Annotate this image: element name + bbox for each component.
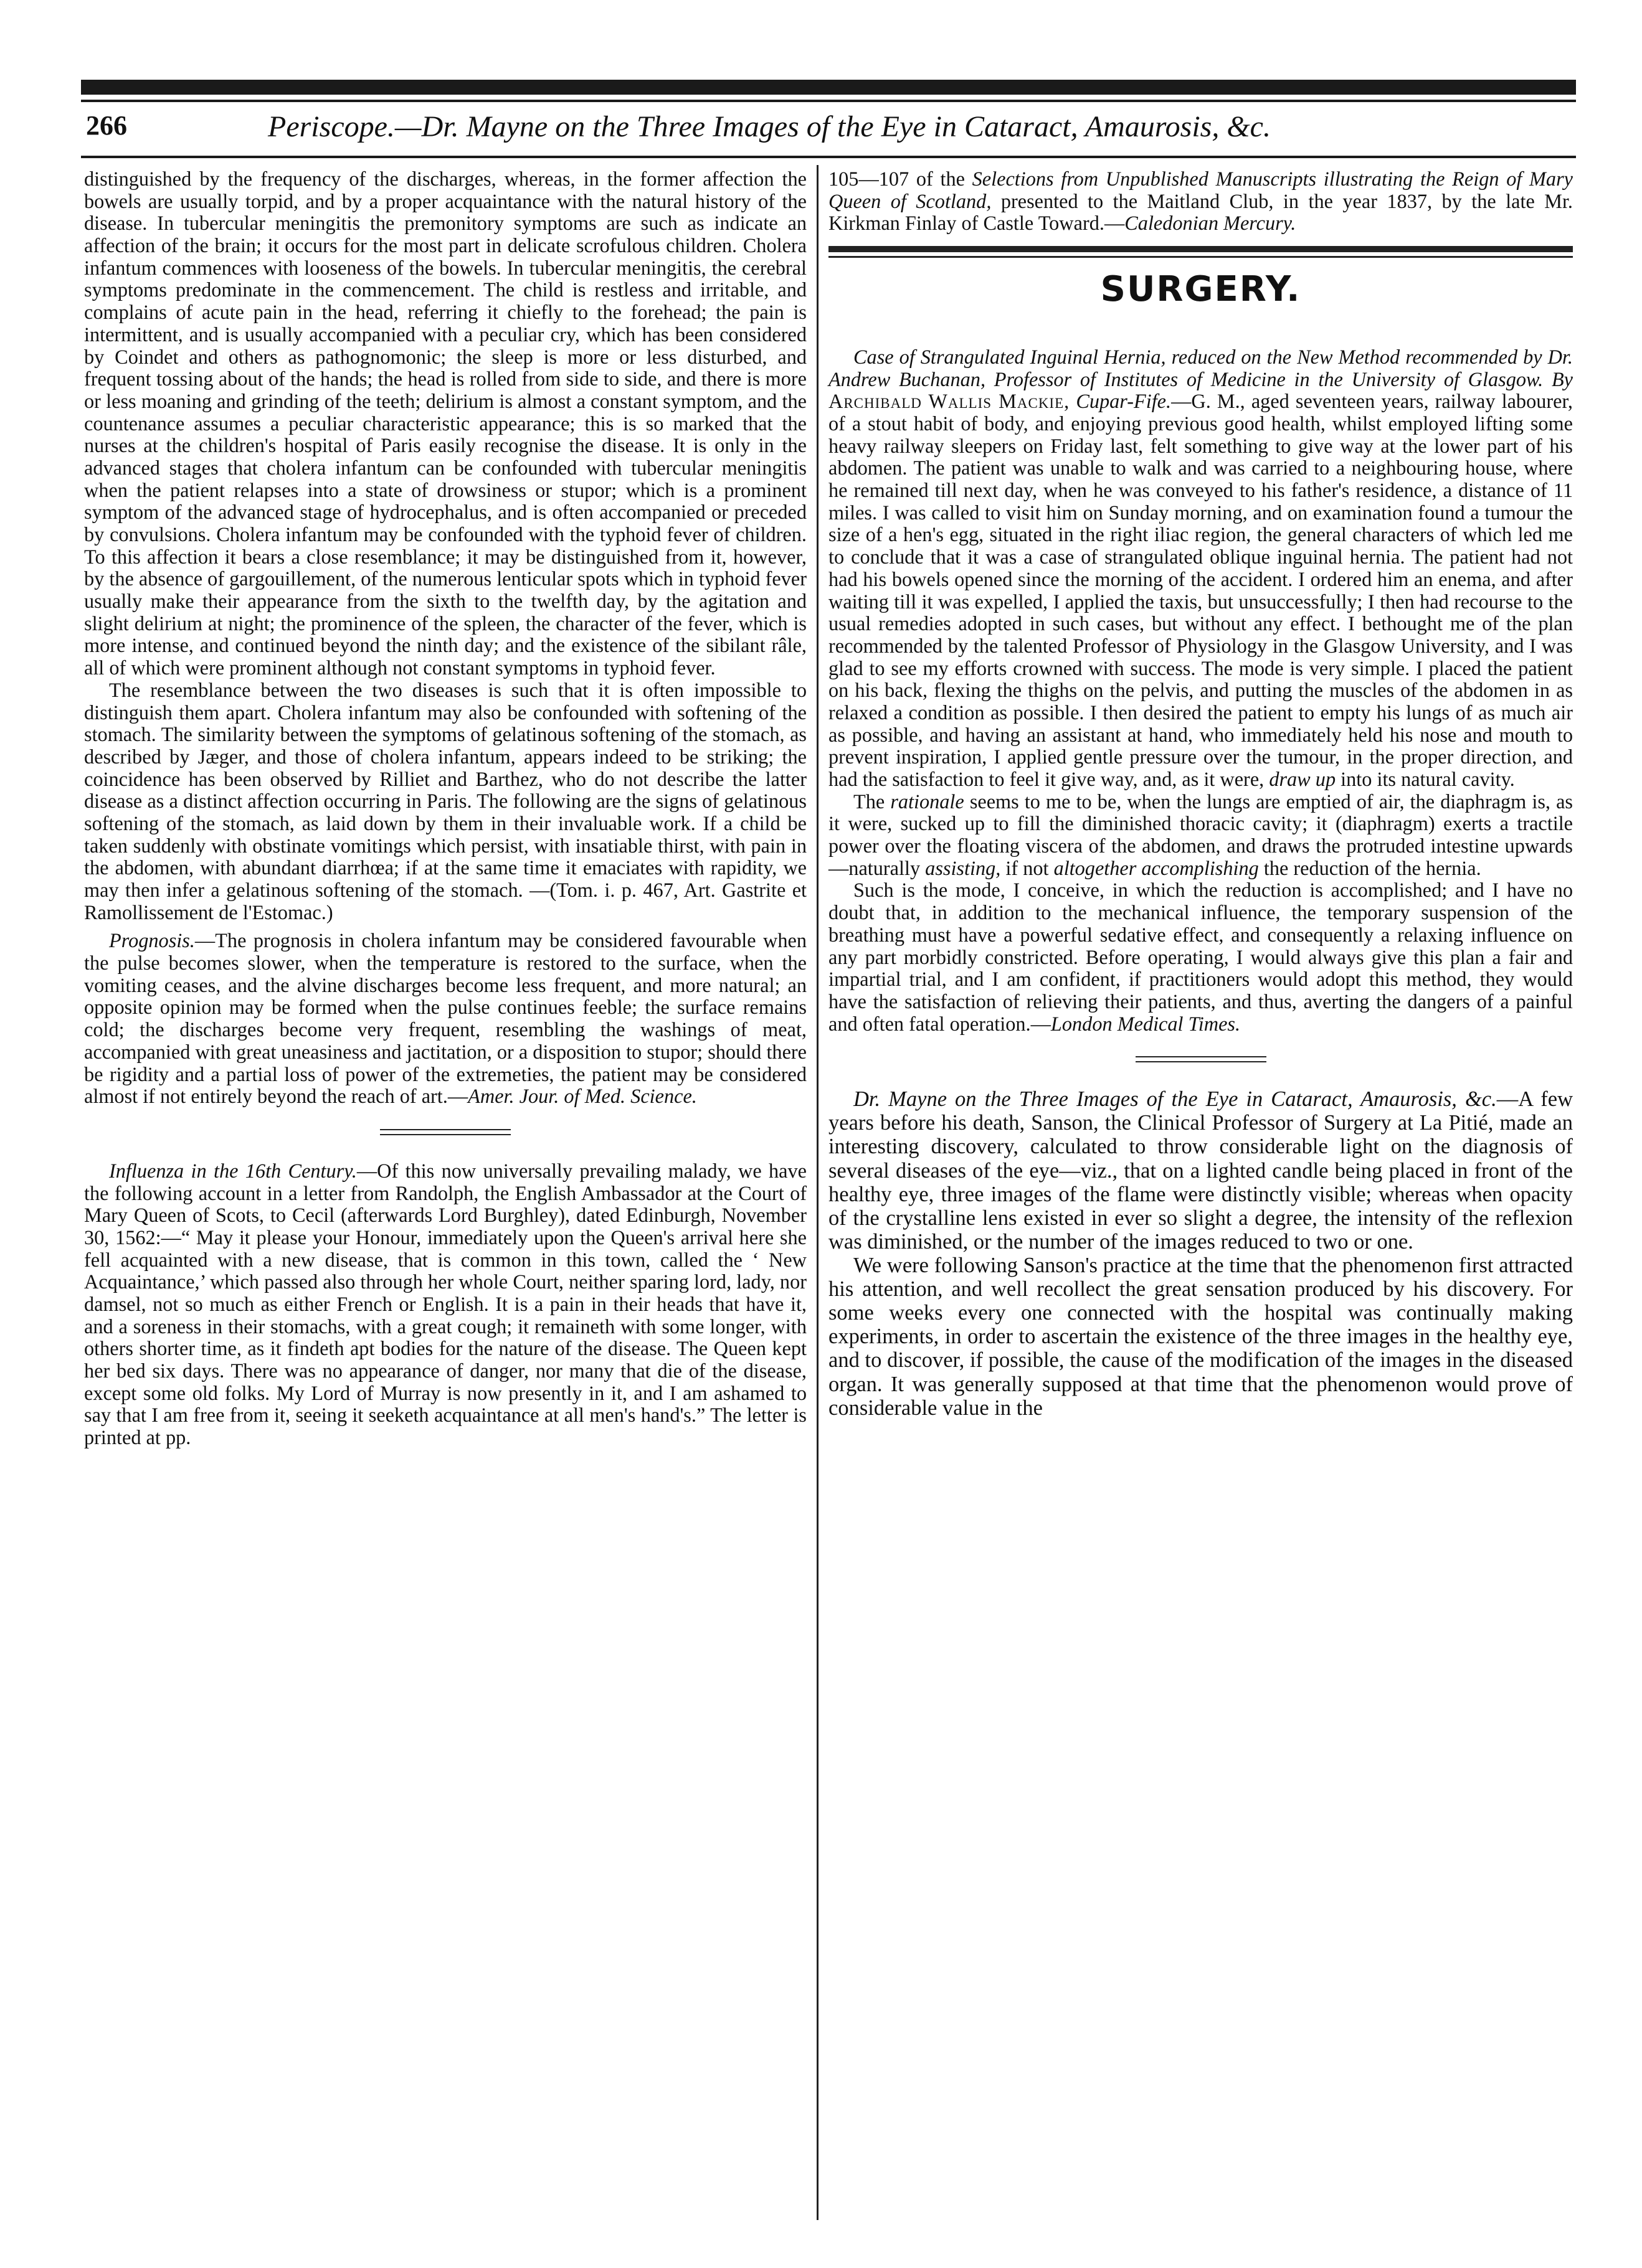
prognosis-source: Amer. Jour. of Med. Science. [468,1085,697,1108]
paragraph-rationale [828,791,1573,880]
section-separator-right [1136,1056,1266,1062]
page-header [81,110,1576,153]
top-double-rule-thick [81,80,1576,95]
case-body-end: into its natural cavity. [1336,768,1515,790]
thin-rule [828,256,1573,258]
mayne-body: —A few years before his death, Sanson, the Clinical Professor of Surgery at La Pitié, made an interesting discovery, calculated to throw considerable light on the diagnosis of several diseases of the eye—viz., that on a lighted candle being placed in front of the healthy eye, three images of the flame were distinctly visible; whereas when opacity of the crystalline lens existed in ever so slight a degree, the intensity of the reflexion was diminished, or the number of the images reduced to two or one. [828,1087,1573,1254]
header-rule [81,156,1576,158]
case-title: Case of Strangulated Inguinal Hernia, reduced on the New Method recommended by Dr. Andrew Buchanan, Professor of Institutes of Medicine in the University of Glasgow. [828,345,1573,390]
continuation-start: 105—107 of the [828,168,972,190]
section-title: SURGERY. [1100,269,1301,310]
heavy-rule [828,246,1573,252]
continuation-source: Caledonian Mercury. [1124,212,1296,235]
influenza-body: —Of this now universally prevailing malady, we have the following account in a letter from Randolph, the English Ambassador at the Court of Mary Queen of Scots, to Cecil (afterwards Lord Burghley), dated Edinburgh, November 30, 1562:—“ May it please your Honour, immediately upon the Queen's arrival here she fell acquainted with a new disease, that is common in this town, called the ‘ New Acquaintance,’ which passed also through her whole Court, neither sparing lord, lady, nor damsel, not so much as either French or English. It is a pain in their heads that have it, and a soreness in their stomachs, with a great cough; it remaineth with some longer, with others shorter time, as it findeth apt bodies for the nature of the disease. The Queen kept her bed six days. There was no appearance of danger, nor many that die of the disease, except some old folks. My Lord of Murray is now presently in it, and I am ashamed to say that I am free from it, seeing it seeketh acquaintance at all men's hand's.” The letter is printed at pp. [84,1159,807,1449]
running-head: Periscope.—Dr. Mayne on the Three Images of the Eye in Cataract, Amaurosis, &c. [268,110,1271,143]
paragraph-prognosis [84,930,807,1108]
paragraph-influenza [84,1160,807,1449]
prognosis-lead: Prognosis. [109,929,195,952]
case-draw-up: draw up [1269,768,1336,790]
column-divider [817,165,819,2220]
case-author: Archibald Wallis Mackie, [828,390,1070,413]
right-column [828,168,1573,1420]
rationale-d: the reduction of the hernia. [1258,856,1481,879]
left-column [84,168,807,1449]
rationale-word: rationale [890,790,964,813]
mayne-lead: Dr. Mayne on the Three Images of the Eye in Cataract, Amaurosis, &c. [853,1087,1497,1112]
rationale-b: seems to me to be, when the lungs are emptied of air, the diaphragm is, as it were, sucked up to fill the diminished thoracic cavity; it (diaphragm) exerts a tractile power over the floating viscera of the abdomen, and draws the protruded intestine upwards—naturally [828,790,1573,879]
paragraph-continuation [828,168,1573,235]
paragraph-hernia-case [828,346,1573,791]
selections-title: Selections from Unpublished Manuscripts illustrating the Reign of Mary Queen of Scotland, [828,168,1573,212]
top-double-rule-thin [81,100,1576,102]
paragraph-meningitis: distinguished by the frequency of the discharges, whereas, in the former affection the bowels are usually torpid, and by a proper acquaintance with the natural history of the disease. In tubercular meningitis the premonitory symptoms are such as indicate an affection of the brain; it occurs for the most part in delicate scrofulous children. Cholera infantum commences with looseness of the bowels. In tubercular meningitis, the cerebral symptoms predominate in the commencement. The child is restless and irritable, and complains of acute pain in the head, referring it chiefly to the forehead; the pain is intermittent, and is usually accompanied with a peculiar cry, which has been considered by Coindet and others as pathognomonic; the sleep is more or less disturbed, and frequent tossing about of the hands; the head is rolled from side to side, and there is more or less moaning and grinding of the teeth; delirium is almost a constant symptom, and the countenance assumes a peculiar characteristic appearance; this is so marked that the nurses at the children's hospital of Paris easily recognise the disease. It is only in the advanced stages that cholera infantum can be confounded with tubercular meningitis when the patient relapses into a state of drowsiness or stupor; which is a prominent symptom of the advanced stage of hydrocephalus, and is often accompanied or preceded by convulsions. Cholera infantum may be confounded with the typhoid fever of children. To this affection it bears a close resemblance; it may be distinguished from it, however, by the absence of gargouillement, of the numerous lenticular spots which in typhoid fever usually make their appearance from the sixth to the twelfth day, by the agitation and slight delirium at night; the prominence of the spleen, the character of the fever, which is more intense, and continued beyond the ninth day; and the existence of the sibilant râle, all of which were prominent although not constant symptoms in typhoid fever. [84,168,807,679]
rationale-c: if not [1000,856,1054,879]
case-by: By [1543,367,1573,390]
rationale-a: The [853,790,891,813]
case-place: Cupar-Fife. [1070,390,1172,413]
paragraph-sanson: We were following Sanson's practice at the time that the phenomenon first attracted his attention, and well recollect the great sensation produced by his discovery. For some weeks every one connected with the hospital was continually making experiments, in order to ascertain the existence of the three images in the healthy eye, and to discover, if possible, the cause of the modification of the images in the diseased organ. It was generally supposed at that time that the phenomenon would prove of considerable value in the [828,1254,1573,1420]
section-separator [380,1129,511,1135]
continuation-rest: presented to the Maitland Club, in the year 1837, by the late Mr. Kirkman Finlay of Castle Toward.— [828,189,1573,235]
paragraph-mayne [828,1087,1573,1254]
prognosis-body: —The prognosis in cholera infantum may be considered favourable when the pulse becomes slower, when the temperature is restored to the surface, when the vomiting ceases, and the alvine discharges become less frequent, and more natural; an opposite opinion may be formed when the pulse continues feeble; the surface remains cold; the discharges become very frequent, resembling the washings of meat, accompanied with great uneasiness and jactitation, or a disposition to stupor; should there be rigidity and a partial loss of power of the extremeties, the patient may be considered almost if not entirely beyond the reach of art.— [84,929,807,1108]
case-source: London Medical Times. [1050,1012,1241,1035]
case-body: —G. M., aged seventeen years, railway labourer, of a stout habit of body, and enjoying previous good health, whilst employed lifting some heavy railway sleepers on Friday last, felt something to give way at the lower part of his abdomen. The patient was unable to walk and was carried to a neighbouring house, where he remained till next day, when he was conveyed to his father's residence, a distance of 11 miles. I was called to visit him on Sunday morning, and on examination found a tumour the size of a hen's egg, situated in the right iliac region, the general characters of which led me to conclude that it was a case of strangulated oblique inguinal hernia. The patient had not had his bowels opened since the morning of the accident. I ordered him an enema, and after waiting till it was expelled, I applied the taxis, but unsuccessfully; I then had recourse to the usual remedies adopted in such cases, but without any effect. I bethought me of the plan recommended by the talented Professor of Physiology in the Glasgow University, and I was glad to see my efforts crowned with success. The mode is very simple. I placed the patient on his back, flexing the thighs on the pelvis, and putting the muscles of the abdomen in as relaxed a condition as possible. I then desired the patient to empty his lungs of as much air as possible, and having an assistant at hand, who immediately held his nose and mouth to prevent inspiration, I applied gentle pressure over the tumour, in the proper direction, and had the satisfaction to feel it give way, and, as it were, [828,390,1573,790]
paragraph-resemblance: The resemblance between the two diseases is such that it is often impossible to distinguish them apart. Cholera infantum may also be confounded with softening of the stomach. The similarity between the symptoms of gelatinous softening of the stomach, as described by Jæger, and those of cholera infantum, appears indeed to be striking; the coincidence has been observed by Rilliet and Barthez, who do not describe the latter disease as a distinct affection occurring in Paris. The following are the signs of gelatinous softening of the stomach, as laid down by them in their invaluable work. If a child be taken suddenly with obstinate vomitings which persist, with insatiable thirst, with pain in the abdomen, with abundant diarrhœa; if at the same time it emaciates with rapidity, we may then infer a gelatinous softening of the stomach. —(Tom. i. p. 467, Art. Gastrite et Ramollissement de l'Estomac.) [84,678,807,924]
page-number: 266 [86,110,127,141]
rationale-accomplishing: altogether accomplishing [1053,856,1259,879]
mode-body: Such is the mode, I conceive, in which the reduction is accomplished; and I have no doubt that, in addition to the mechanical influence, the temporary suspension of the breathing must have a powerful sedative effect, and consequently a relaxing influence on any part morbidly constricted. Before operating, I would always give this plan a fair and impartial trial, and I am confident, if practitioners would adopt this method, they would have the satisfaction of relieving their patients, and thus, averting the dangers of a painful and often fatal operation.— [828,879,1573,1035]
rationale-assisting: assisting, [925,856,1001,879]
influenza-lead: Influenza in the 16th Century. [109,1159,357,1182]
paragraph-mode [828,879,1573,1035]
